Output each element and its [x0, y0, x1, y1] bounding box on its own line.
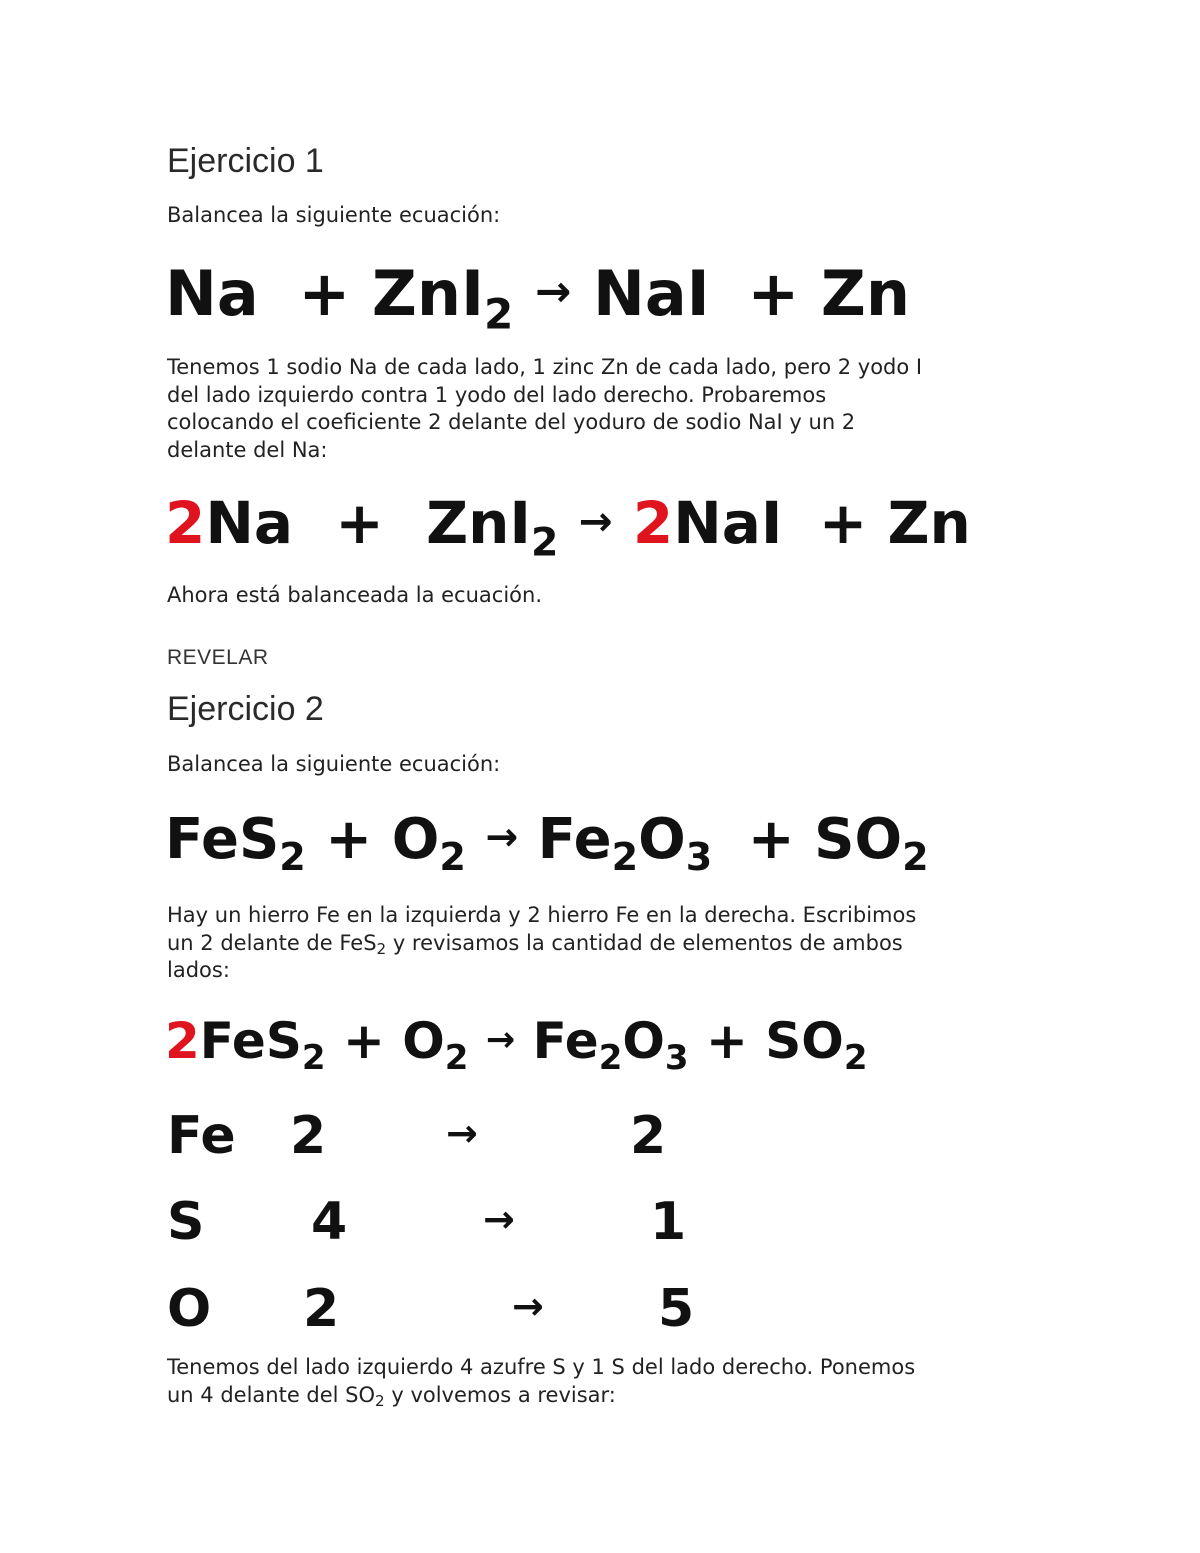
explanation-line — [167, 930, 1047, 958]
eq-term-base: SO — [765, 1012, 844, 1070]
eq-term-base: FeS — [165, 807, 280, 872]
eq-term-zni2 — [371, 257, 514, 339]
count-element-o: O — [167, 1279, 212, 1339]
arrow-icon: → — [485, 1020, 516, 1060]
exercise-2-heading: Ejercicio 2 — [167, 690, 324, 728]
explanation-line: Tenemos del lado izquierdo 4 azufre S y 1 S del lado derecho. Ponemos — [167, 1355, 916, 1379]
exercise-2-final-text — [167, 1354, 1047, 1409]
count-left-fe: 2 — [290, 1106, 327, 1166]
eq-subscript: 2 — [301, 1037, 326, 1078]
exercise-1-heading: Ejercicio 1 — [167, 142, 324, 180]
eq-term-base: Fe — [532, 1012, 599, 1070]
eq-plus: + — [325, 807, 373, 872]
coefficient-highlight: 2 — [632, 489, 674, 557]
explanation-line: del lado izquierdo contra 1 yodo del lado derecho. Probaremos — [167, 382, 827, 407]
explanation-text: un 2 delante de FeS — [167, 930, 377, 955]
eq-term-fe2o3 — [532, 1012, 689, 1078]
exercise-2-explanation — [167, 902, 1047, 985]
count-right-s: 1 — [650, 1192, 687, 1252]
exercise-1-balanced-equation — [165, 489, 971, 566]
count-element-s: S — [167, 1192, 205, 1252]
eq-plus: + — [335, 489, 384, 557]
eq-term-nai: NaI — [673, 489, 783, 557]
eq-plus: + — [747, 257, 800, 330]
eq-term-na: Na — [205, 489, 294, 557]
explanation-line: delante del Na: — [167, 437, 328, 462]
eq-subscript: 2 — [279, 835, 306, 880]
explanation-line — [167, 1382, 1047, 1410]
explanation-line: Tenemos 1 sodio Na de cada lado, 1 zinc Zn de cada lado, pero 2 yodo I — [167, 355, 923, 379]
eq-term-so2 — [814, 807, 929, 880]
eq-term-nai: NaI — [592, 257, 710, 330]
eq-term-base: O — [391, 807, 440, 872]
eq-subscript: 2 — [444, 1037, 469, 1078]
eq-plus: + — [298, 257, 351, 330]
exercise-1-prompt: Balancea la siguiente ecuación: — [167, 203, 501, 227]
count-right-o: 5 — [658, 1279, 695, 1339]
explanation-text: y volvemos a revisar: — [384, 1382, 616, 1407]
eq-term-base: FeS — [199, 1012, 302, 1070]
exercise-1-equation — [165, 257, 910, 339]
eq-term-base: SO — [814, 807, 903, 872]
eq-subscript: 2 — [531, 519, 559, 566]
eq-term-fe2o3 — [537, 807, 713, 880]
eq-term-zni2 — [426, 489, 559, 566]
eq-plus: + — [342, 1012, 385, 1070]
eq-term-base: O — [638, 807, 686, 872]
arrow-icon: → — [512, 1284, 544, 1328]
eq-subscript: 2 — [611, 835, 639, 880]
eq-term-base: O — [622, 1012, 665, 1070]
eq-term-base: Fe — [537, 807, 612, 872]
eq-subscript: 2 — [843, 1037, 868, 1078]
eq-subscript: 3 — [664, 1037, 689, 1078]
explanation-subscript: 2 — [375, 1391, 385, 1410]
eq-subscript: 3 — [685, 835, 713, 880]
arrow-icon: → — [485, 815, 519, 861]
eq-term-fes2 — [165, 807, 306, 880]
explanation-text: y revisamos la cantidad de elementos de ambos — [386, 930, 903, 955]
eq-term-base: O — [402, 1012, 445, 1070]
arrow-icon: → — [446, 1111, 478, 1155]
exercise-2-step-equation — [165, 1012, 868, 1078]
eq-subscript: 2 — [598, 1037, 623, 1078]
eq-term-na: Na — [165, 257, 259, 330]
exercise-2-prompt: Balancea la siguiente ecuación: — [167, 752, 501, 776]
count-right-fe: 2 — [630, 1106, 667, 1166]
eq-subscript: 2 — [439, 835, 466, 880]
eq-term-fes2 — [199, 1012, 326, 1078]
eq-term-zni-base: ZnI — [426, 489, 531, 557]
eq-term-o2 — [391, 807, 466, 880]
arrow-icon: → — [578, 496, 613, 545]
explanation-subscript: 2 — [376, 939, 387, 958]
eq-term-o2 — [402, 1012, 469, 1078]
arrow-icon: → — [483, 1197, 515, 1241]
eq-term-zni-base: ZnI — [371, 257, 485, 330]
arrow-icon: → — [534, 267, 572, 318]
coefficient-highlight: 2 — [165, 1012, 200, 1070]
eq-term-zn: Zn — [820, 257, 910, 330]
eq-plus: + — [747, 807, 795, 872]
count-left-s: 4 — [311, 1192, 348, 1252]
exercise-2-equation — [165, 807, 929, 880]
reveal-link[interactable]: REVELAR — [167, 646, 269, 669]
eq-subscript: 2 — [902, 835, 929, 880]
eq-term-zn: Zn — [887, 489, 971, 557]
explanation-text: un 4 delante del SO — [167, 1382, 376, 1407]
explanation-line: Hay un hierro Fe en la izquierda y 2 hierro Fe en la derecha. Escribimos — [167, 903, 917, 927]
count-element-fe: Fe — [167, 1106, 236, 1166]
eq-term-so2 — [765, 1012, 868, 1078]
explanation-line: colocando el coeficiente 2 delante del yoduro de sodio NaI y un 2 — [167, 410, 856, 434]
exercise-1-explanation — [167, 354, 1047, 464]
exercise-1-conclusion: Ahora está balanceada la ecuación. — [167, 583, 542, 607]
eq-subscript: 2 — [484, 289, 514, 339]
eq-plus: + — [705, 1012, 748, 1070]
coefficient-highlight: 2 — [165, 489, 206, 557]
count-left-o: 2 — [303, 1279, 340, 1339]
explanation-line: lados: — [167, 958, 230, 982]
eq-plus: + — [818, 489, 868, 557]
